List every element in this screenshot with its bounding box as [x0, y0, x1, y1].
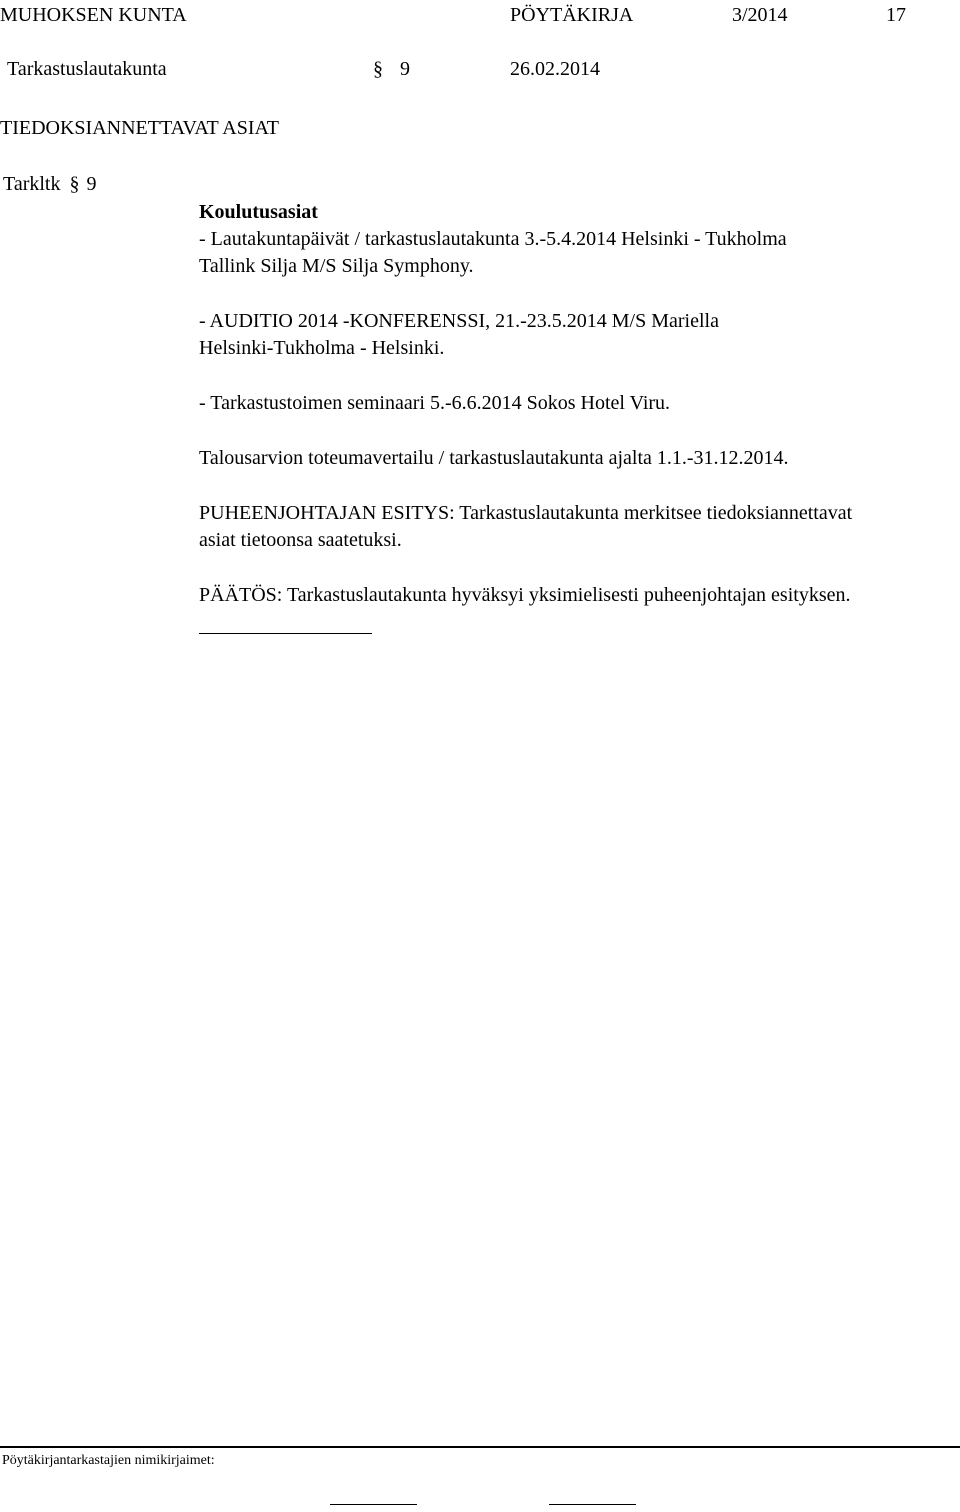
- footer-rule: [0, 1446, 960, 1448]
- item2-line2: Helsinki-Tukholma - Helsinki.: [199, 337, 445, 359]
- board-name: Tarkastuslautakunta: [7, 58, 167, 80]
- section-title: TIEDOKSIANNETTAVAT ASIAT: [0, 117, 279, 139]
- section-label: [3, 171, 96, 197]
- subheading-koulutusasiat: Koulutusasiat: [199, 201, 318, 223]
- document-number: 3/2014: [732, 4, 788, 26]
- initials-label: Pöytäkirjantarkastajien nimikirjaimet:: [2, 1453, 215, 1468]
- decision: PÄÄTÖS: Tarkastuslautakunta hyväksyi yksimielisesti puheenjohtajan esityksen.: [199, 584, 851, 606]
- document-type: PÖYTÄKIRJA: [510, 4, 634, 26]
- proposal-line2: asiat tietoonsa saatetuksi.: [199, 529, 402, 551]
- item1-line2: Tallink Silja M/S Silja Symphony.: [199, 255, 474, 277]
- item3: - Tarkastustoimen seminaari 5.-6.6.2014 Sokos Hotel Viru.: [199, 392, 671, 414]
- section-symbol: §: [373, 58, 383, 80]
- end-rule: [199, 633, 372, 634]
- section-number: 9: [400, 58, 410, 80]
- initials-line-1: [330, 1504, 417, 1505]
- section-label-symbol: §: [69, 173, 80, 195]
- section-label-text: Tarkltk: [3, 173, 61, 195]
- initials-line-2: [549, 1504, 636, 1505]
- page-number: 17: [886, 4, 906, 26]
- municipality-name: MUHOKSEN KUNTA: [0, 4, 187, 26]
- meeting-date: 26.02.2014: [510, 58, 600, 80]
- section-label-number: 9: [86, 173, 97, 195]
- budget-comparison: Talousarvion toteumavertailu / tarkastuslautakunta ajalta 1.1.-31.12.2014.: [199, 447, 789, 469]
- item1-line1: - Lautakuntapäivät / tarkastuslautakunta 3.-5.4.2014 Helsinki - Tukholma: [199, 228, 787, 250]
- item2-line1: - AUDITIO 2014 -KONFERENSSI, 21.-23.5.2014 M/S Mariella: [199, 310, 719, 332]
- proposal-line1: PUHEENJOHTAJAN ESITYS: Tarkastuslautakunta merkitsee tiedoksiannettavat: [199, 502, 853, 524]
